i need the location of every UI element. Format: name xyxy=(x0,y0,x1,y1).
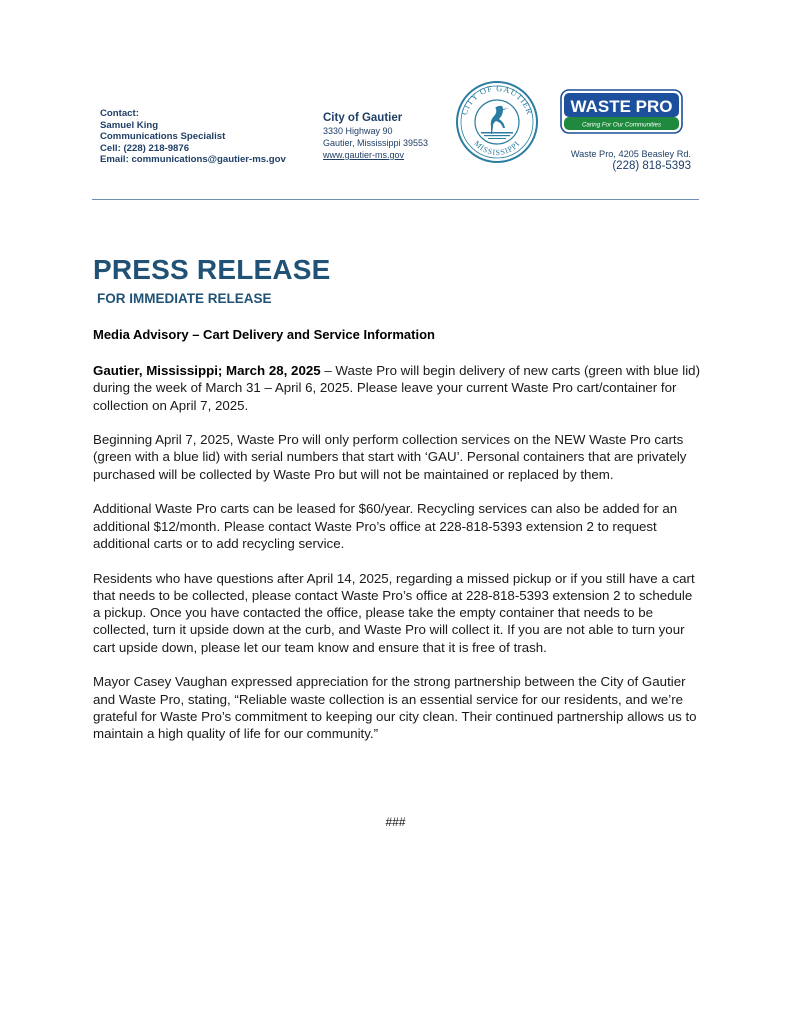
header-divider xyxy=(92,199,699,200)
seal-top-text: CITY OF GAUTIER xyxy=(458,82,536,117)
release-subtitle: FOR IMMEDIATE RELEASE xyxy=(97,291,272,306)
contact-cell: Cell: (228) 218-9876 xyxy=(100,142,190,154)
city-website-link[interactable]: www.gautier-ms.gov xyxy=(323,150,405,160)
city-street: 3330 Highway 90 xyxy=(323,126,393,136)
city-block xyxy=(323,112,428,161)
waste-pro-address: Waste Pro, 4205 Beasley Rd. xyxy=(570,149,691,159)
paragraph-1 xyxy=(93,362,703,414)
paragraph-5: Mayor Casey Vaughan expressed appreciation for the strong partnership between the City of Gautier and Waste Pro, stating, “Reliable waste collection is an essential service for our residents, and we’re grateful for Waste Pro’s commitment to keeping our city clean. Their continued partnership allows us to maintain a high quality of life for our community.” xyxy=(93,674,697,742)
media-advisory-heading: Media Advisory – Cart Delivery and Service Information xyxy=(93,327,435,342)
contact-title: Communications Specialist xyxy=(100,131,226,143)
paragraph-4: Residents who have questions after April 14, 2025, regarding a missed pickup or if you still have a cart that needs to be collected, please contact Waste Pro’s office at 228-818-5393 extension 2 to schedule a pickup. Once you have contacted the office, please take the empty container that needs to be collected, turn it upside down at the curb, and Waste Pro will collect it. If you are not able to turn your cart upside down, please let our team know and ensure that it is free of trash. xyxy=(93,570,695,655)
waste-pro-phone: (228) 818-5393 xyxy=(612,160,691,172)
waste-pro-logo xyxy=(560,89,683,134)
contact-block xyxy=(100,108,286,166)
end-mark: ### xyxy=(385,815,406,829)
dateline: Gautier, Mississippi; March 28, 2025 xyxy=(93,363,321,378)
waste-pro-contact xyxy=(571,148,691,172)
seal-bottom-text: MISSISSIPPI xyxy=(472,138,522,158)
paragraph-2: Beginning April 7, 2025, Waste Pro will only perform collection services on the NEW Waste Pro carts (green with a blue lid) with serial numbers that start with ‘GAU’. Personal containers that are privately purchased will be collected by Waste Pro but will not be maintained or replaced by them. xyxy=(93,432,687,482)
city-citystate: Gautier, Mississippi 39553 xyxy=(323,138,429,148)
release-body xyxy=(93,362,703,760)
paragraph-1-text: – Waste Pro will begin delivery of new carts (green with blue lid) during the week of March 31 – April 6, 2025. Please leave your current Waste Pro cart/container for collection on April 7, 2025. xyxy=(93,363,700,413)
city-name: City of Gautier xyxy=(323,112,403,124)
city-seal xyxy=(455,80,539,164)
contact-email[interactable]: Email: communications@gautier-ms.gov xyxy=(100,154,286,166)
contact-name: Samuel King xyxy=(100,119,159,131)
waste-pro-logo-text: WASTE PRO xyxy=(570,97,673,116)
contact-heading: Contact: xyxy=(100,108,139,119)
waste-pro-tagline: Caring For Our Communities xyxy=(581,121,662,129)
paragraph-3: Additional Waste Pro carts can be leased for $60/year. Recycling services can also be added for an additional $12/month. Please contact Waste Pro’s office at 228-818-5393 extension 2 to request additional carts or to add recycling service. xyxy=(93,501,678,551)
page-title: PRESS RELEASE xyxy=(93,254,331,285)
